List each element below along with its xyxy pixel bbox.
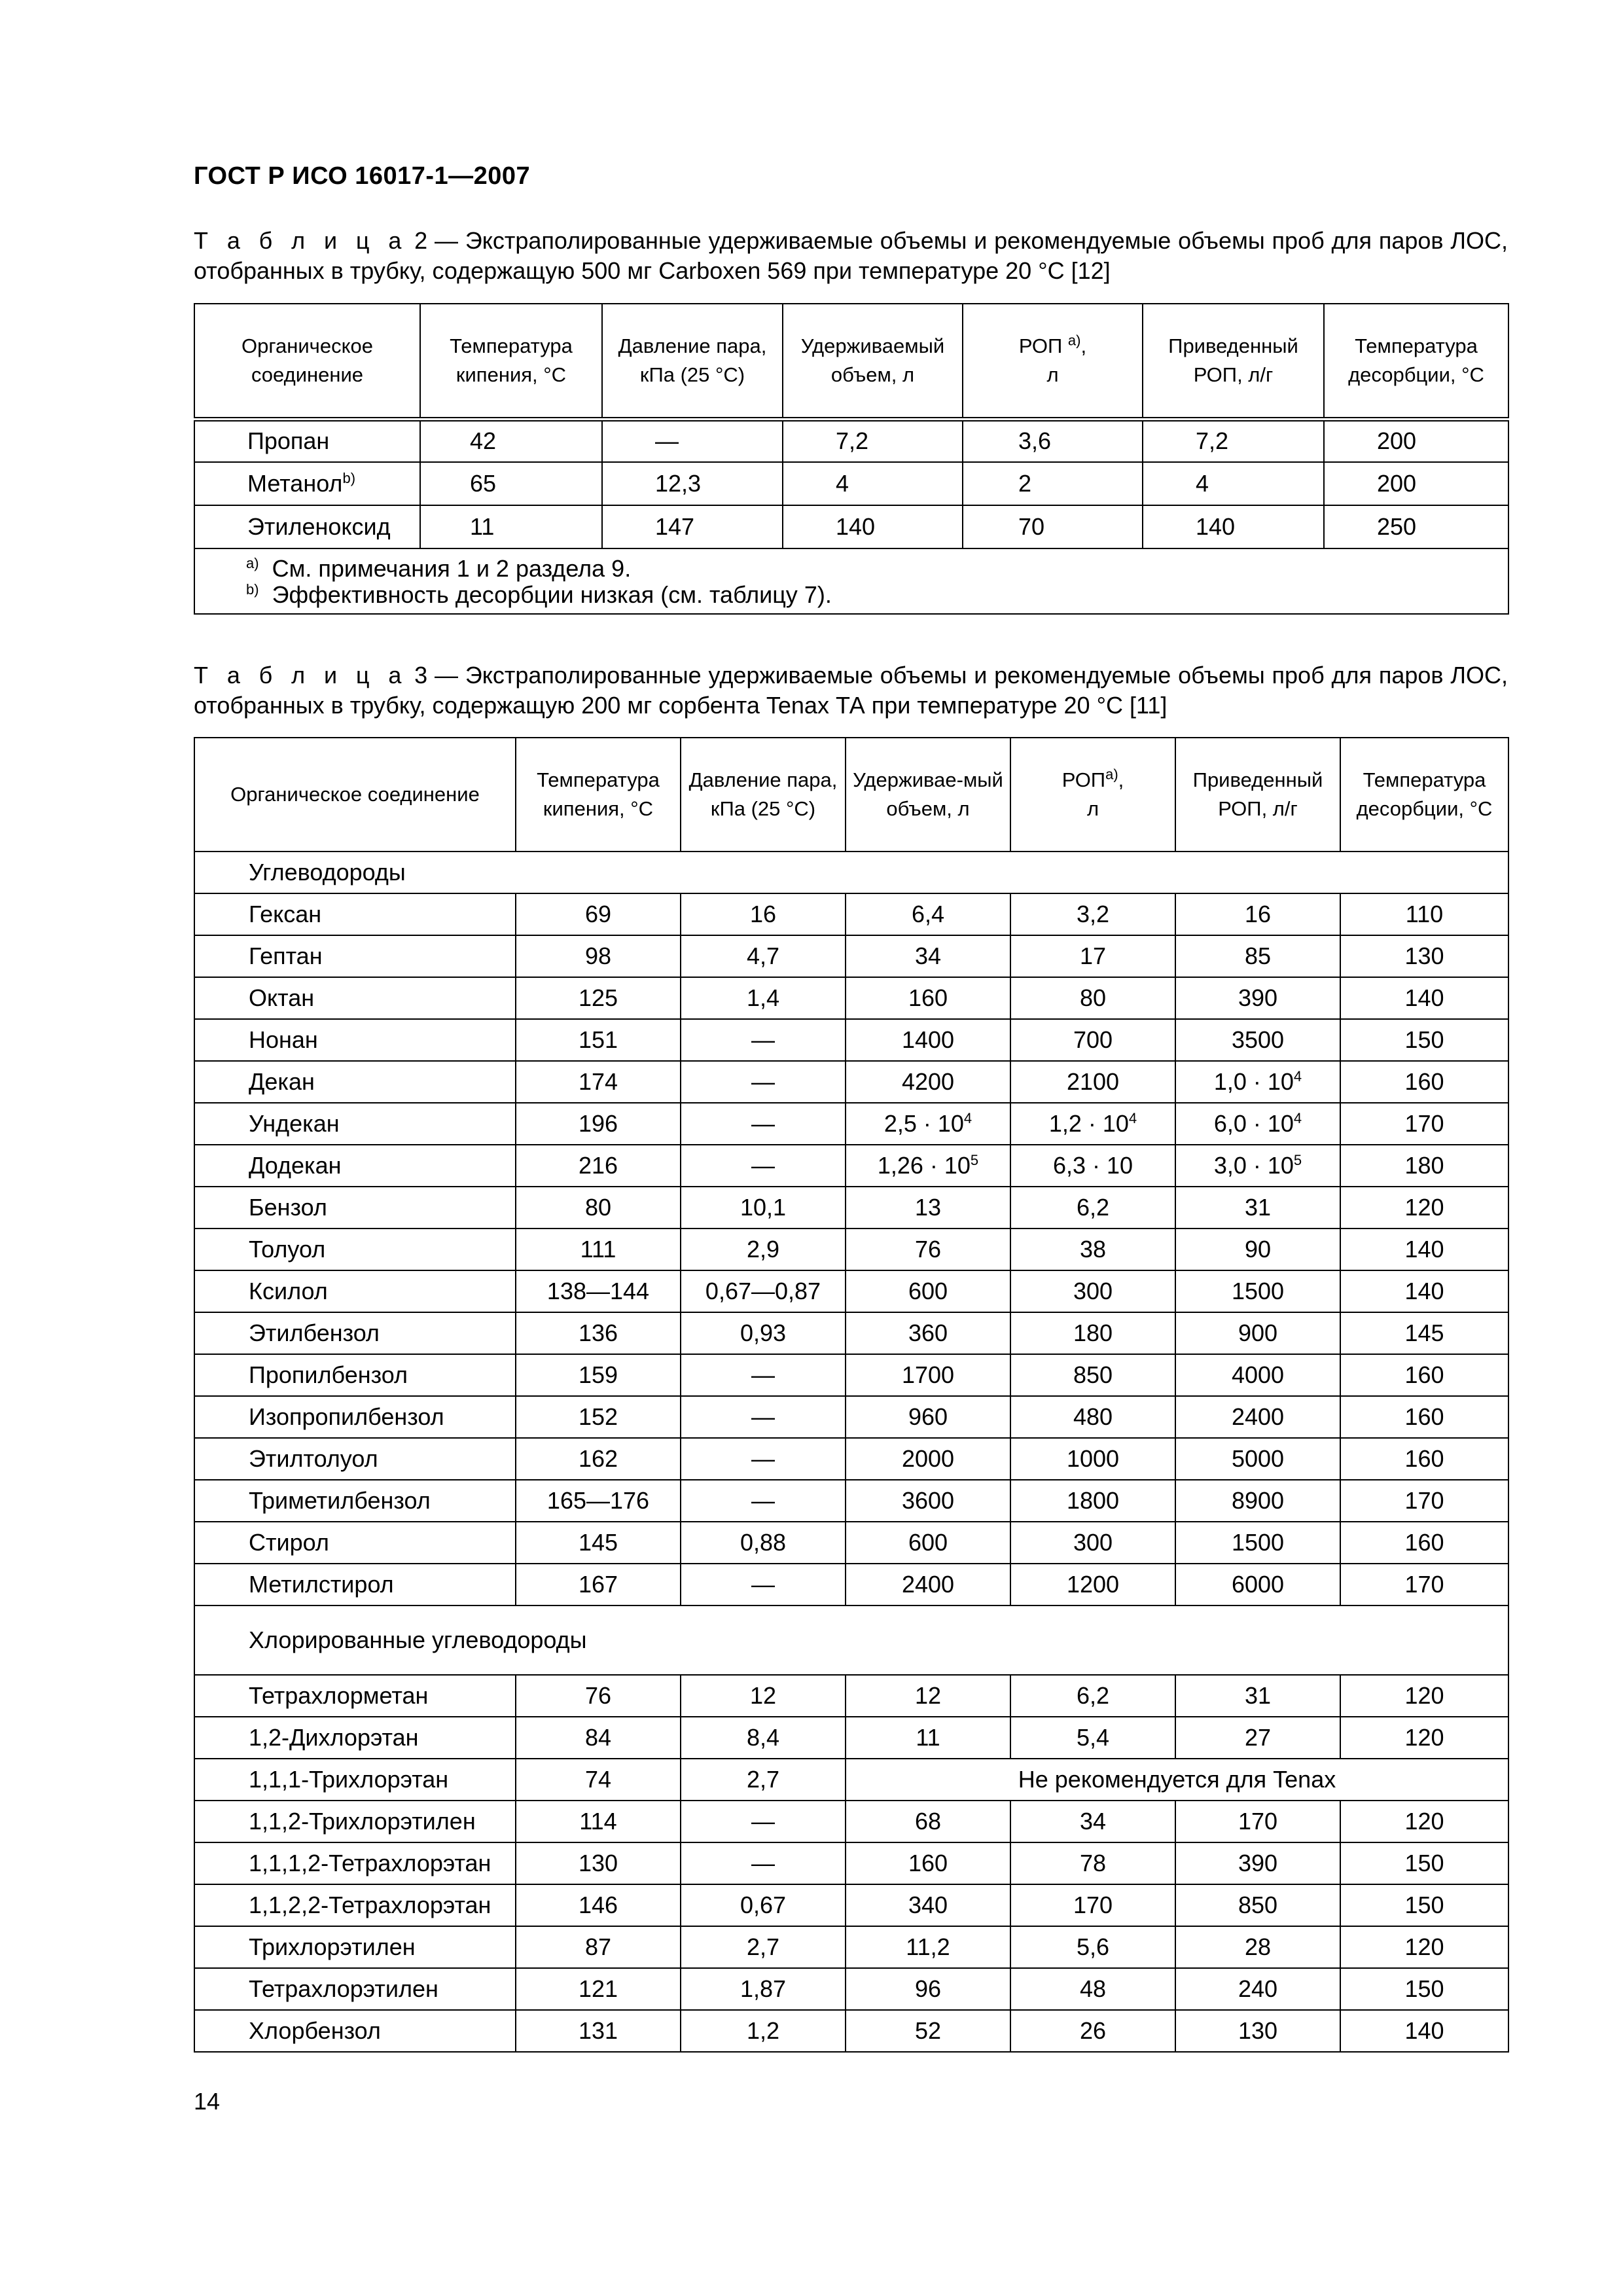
table3-rop-unit: л (1086, 797, 1099, 820)
cell (194, 462, 420, 505)
compound-name-cell: Этилбензол (194, 1312, 516, 1354)
cell: 98 (516, 935, 681, 977)
cell: 360 (846, 1312, 1010, 1354)
cell: — (681, 1842, 846, 1884)
cell: 110 (1340, 893, 1508, 935)
group-row-chlorinated (194, 1605, 1508, 1675)
cell (1175, 1145, 1340, 1187)
cell: 850 (1010, 1354, 1175, 1396)
compound-name-cell: Ундекан (194, 1103, 516, 1145)
mantissa: 2,5 · 10 (883, 1110, 964, 1137)
cell: — (681, 1480, 846, 1522)
footnote-b-text: Эффективность десорбции низкая (см. таблицу 7). (272, 581, 832, 608)
cell: Этиленоксид (194, 505, 420, 548)
cell: — (681, 1019, 846, 1061)
table-row (194, 1396, 1508, 1438)
mantissa: 1,26 · 10 (877, 1152, 971, 1179)
table3-header-compound: Органическое соединение (194, 738, 516, 852)
compound-name-cell: Тетрахлорэтилен (194, 1968, 516, 2010)
cell: 10,1 (681, 1187, 846, 1229)
cell: 3,6 (963, 419, 1143, 462)
cell: 850 (1175, 1884, 1340, 1926)
cell: 4 (783, 462, 963, 505)
table2-header-desorption: Температура десорбции, °С (1324, 304, 1508, 419)
table-row (194, 935, 1508, 977)
cell: 167 (516, 1564, 681, 1605)
cell: 120 (1340, 1675, 1508, 1717)
table-row (194, 893, 1508, 935)
cell (1010, 1103, 1175, 1145)
table-row (194, 2010, 1508, 2052)
table-row (194, 1522, 1508, 1564)
cell: 6,4 (846, 893, 1010, 935)
cell: 150 (1340, 1019, 1508, 1061)
cell: 76 (516, 1675, 681, 1717)
exponent: 5 (970, 1152, 979, 1168)
cell: 120 (1340, 1187, 1508, 1229)
table3-caption-label: Т а б л и ц а (194, 662, 408, 689)
compound-name-cell: Тетрахлорметан (194, 1675, 516, 1717)
cell: 162 (516, 1438, 681, 1480)
cell: 600 (846, 1522, 1010, 1564)
mantissa: 1,0 · 10 (1213, 1068, 1294, 1095)
cell: 196 (516, 1103, 681, 1145)
cell: 216 (516, 1145, 681, 1187)
table-row (194, 1354, 1508, 1396)
cell: Не рекомендуется для Tenax (846, 1759, 1508, 1801)
cell: 80 (516, 1187, 681, 1229)
table3-header-desorption: Температура десорбции, °С (1340, 738, 1508, 852)
cell: 76 (846, 1229, 1010, 1270)
table-row (194, 1229, 1508, 1270)
footnote-a (246, 556, 1508, 582)
mantissa: 1,2 · 10 (1048, 1110, 1129, 1137)
cell: — (681, 1145, 846, 1187)
cell: 150 (1340, 1884, 1508, 1926)
cell: 34 (846, 935, 1010, 977)
table2-header-pressure: Давление пара, кПа (25 °С) (602, 304, 783, 419)
cell: 96 (846, 1968, 1010, 2010)
cell: 4000 (1175, 1354, 1340, 1396)
cell: 4200 (846, 1061, 1010, 1103)
table2-caption-text: 2 — Экстраполированные удерживаемые объемы и рекомендуемые объемы проб для паров ЛОС, отобранных в трубку, содержащую 500 мг Carboxen 569 при температуре 20 °С [12] (194, 227, 1508, 284)
table3-caption (194, 660, 1508, 721)
cell: 700 (1010, 1019, 1175, 1061)
exponent: 4 (1293, 1068, 1302, 1085)
table-row (194, 1480, 1508, 1522)
cell: 180 (1340, 1145, 1508, 1187)
compound-name-cell: Бензол (194, 1187, 516, 1229)
cell: 87 (516, 1926, 681, 1968)
cell: 160 (1340, 1396, 1508, 1438)
cell: 152 (516, 1396, 681, 1438)
cell: 160 (1340, 1061, 1508, 1103)
cell: 151 (516, 1019, 681, 1061)
cell: 8,4 (681, 1717, 846, 1759)
table2-header-compound: Органическое соединение (194, 304, 420, 419)
table-2 (194, 303, 1509, 615)
compound-name-cell: Стирол (194, 1522, 516, 1564)
table3-header-rop-reduced: Приведенный РОП, л/г (1175, 738, 1340, 852)
cell: 6,3 · 10 (1010, 1145, 1175, 1187)
footnote-a-text: См. примечания 1 и 2 раздела 9. (272, 555, 632, 582)
cell: 42 (420, 419, 602, 462)
cell: 140 (1340, 2010, 1508, 2052)
cell: — (681, 1396, 846, 1438)
cell: 1500 (1175, 1270, 1340, 1312)
cell: 390 (1175, 1842, 1340, 1884)
cell: 8900 (1175, 1480, 1340, 1522)
group-row-hydrocarbons (194, 852, 1508, 893)
cell: 146 (516, 1884, 681, 1926)
cell: 12 (846, 1675, 1010, 1717)
cell: 300 (1010, 1270, 1175, 1312)
table-row (194, 1717, 1508, 1759)
table-row (194, 1801, 1508, 1842)
cell: 2400 (846, 1564, 1010, 1605)
compound-name-cell: Декан (194, 1061, 516, 1103)
cell: 340 (846, 1884, 1010, 1926)
cell: 160 (1340, 1522, 1508, 1564)
table-row (194, 1019, 1508, 1061)
cell: 1400 (846, 1019, 1010, 1061)
cell: 240 (1175, 1968, 1340, 2010)
compound-name-cell: Изопропилбензол (194, 1396, 516, 1438)
cell (846, 1145, 1010, 1187)
cell: 3600 (846, 1480, 1010, 1522)
table-3 (194, 737, 1509, 2053)
cell: 145 (516, 1522, 681, 1564)
cell: 160 (846, 1842, 1010, 1884)
table3-rop-tail: , (1118, 768, 1124, 791)
cell: 13 (846, 1187, 1010, 1229)
cell (1175, 1103, 1340, 1145)
cell: — (681, 1061, 846, 1103)
cell: 120 (1340, 1717, 1508, 1759)
cell: — (681, 1103, 846, 1145)
cell: 52 (846, 2010, 1010, 2052)
cell: 65 (420, 462, 602, 505)
cell: 3,2 (1010, 893, 1175, 935)
cell: 11 (846, 1717, 1010, 1759)
cell: 5,6 (1010, 1926, 1175, 1968)
cell: 69 (516, 893, 681, 935)
cell: 140 (1340, 977, 1508, 1019)
cell: 300 (1010, 1522, 1175, 1564)
exponent: 4 (1293, 1110, 1302, 1126)
compound-name-cell: Октан (194, 977, 516, 1019)
cell: 11,2 (846, 1926, 1010, 1968)
table-row (194, 1312, 1508, 1354)
cell: 174 (516, 1061, 681, 1103)
cell: 121 (516, 1968, 681, 2010)
cell: 11 (420, 505, 602, 548)
cell: 600 (846, 1270, 1010, 1312)
cell: 2 (963, 462, 1143, 505)
table-row (194, 1061, 1508, 1103)
cell: 130 (1175, 2010, 1340, 2052)
cell: 136 (516, 1312, 681, 1354)
cell: 0,93 (681, 1312, 846, 1354)
table-row (194, 1675, 1508, 1717)
cell: 140 (1340, 1229, 1508, 1270)
table-row (194, 505, 1508, 548)
cell: 2000 (846, 1438, 1010, 1480)
cell: 7,2 (783, 419, 963, 462)
cell: 74 (516, 1759, 681, 1801)
cell: 5000 (1175, 1438, 1340, 1480)
cell: 170 (1340, 1480, 1508, 1522)
cell: 114 (516, 1801, 681, 1842)
cell (1175, 1061, 1340, 1103)
table2-rop-sup: a) (1067, 332, 1081, 349)
cell: 0,67—0,87 (681, 1270, 846, 1312)
cell: 28 (1175, 1926, 1340, 1968)
cell: 170 (1340, 1564, 1508, 1605)
cell: 1000 (1010, 1438, 1175, 1480)
compound-name-cell: Хлорбензол (194, 2010, 516, 2052)
cell: 48 (1010, 1968, 1175, 2010)
cell-text: Метанол (247, 470, 343, 497)
cell: Пропан (194, 419, 420, 462)
table2-caption (194, 226, 1508, 286)
cell: 12,3 (602, 462, 783, 505)
cell: 2,7 (681, 1759, 846, 1801)
cell: 150 (1340, 1968, 1508, 2010)
cell: 1200 (1010, 1564, 1175, 1605)
cell: 170 (1340, 1103, 1508, 1145)
table-row (194, 977, 1508, 1019)
cell: 27 (1175, 1717, 1340, 1759)
compound-name-cell: Триметилбензол (194, 1480, 516, 1522)
table-row (194, 1968, 1508, 2010)
cell: — (681, 1438, 846, 1480)
cell: — (681, 1354, 846, 1396)
cell: 70 (963, 505, 1143, 548)
table2-notes-cell (194, 548, 1508, 614)
cell: 12 (681, 1675, 846, 1717)
cell: 38 (1010, 1229, 1175, 1270)
compound-name-cell: Метилстирол (194, 1564, 516, 1605)
table2-rop-tail: , (1080, 334, 1087, 357)
exponent: 4 (963, 1110, 972, 1126)
cell: — (681, 1564, 846, 1605)
table-row (194, 1564, 1508, 1605)
footnote-a-mark: a) (246, 555, 259, 571)
cell: 34 (1010, 1801, 1175, 1842)
table2-header-rop (963, 304, 1143, 419)
cell: 150 (1340, 1842, 1508, 1884)
cell: 2400 (1175, 1396, 1340, 1438)
footnote-b (246, 582, 1508, 608)
cell: 0,88 (681, 1522, 846, 1564)
table2-rop-label: РОП (1018, 334, 1063, 357)
cell: 80 (1010, 977, 1175, 1019)
cell: 180 (1010, 1312, 1175, 1354)
cell: 131 (516, 2010, 681, 2052)
compound-name-cell: Толуол (194, 1229, 516, 1270)
compound-name-cell: Трихлорэтилен (194, 1926, 516, 1968)
cell: 165—176 (516, 1480, 681, 1522)
cell: — (681, 1801, 846, 1842)
table-row (194, 1103, 1508, 1145)
page-number: 14 (194, 2088, 221, 2115)
cell: 140 (1143, 505, 1324, 548)
table-row (194, 1926, 1508, 1968)
table2-notes (194, 548, 1508, 614)
cell: 170 (1175, 1801, 1340, 1842)
cell: 138—144 (516, 1270, 681, 1312)
compound-name-cell: 1,1,2,2-Тетрахлорэтан (194, 1884, 516, 1926)
table2-caption-label: Т а б л и ц а (194, 227, 408, 254)
table-row (194, 1438, 1508, 1480)
cell: 84 (516, 1717, 681, 1759)
table-row (194, 419, 1508, 462)
table3-caption-text: 3 — Экстраполированные удерживаемые объемы и рекомендуемые объемы проб для паров ЛОС, отобранных в трубку, содержащую 200 мг сорбента Tenax ТА при температуре 20 °С [11] (194, 662, 1508, 719)
mantissa: 3,0 · 10 (1213, 1152, 1294, 1179)
table2-header-boiling: Температура кипения, °С (420, 304, 602, 419)
group-label: Углеводороды (194, 852, 1508, 893)
table-row (194, 1145, 1508, 1187)
cell: 68 (846, 1801, 1010, 1842)
document-header: ГОСТ Р ИСО 16017-1—2007 (194, 162, 531, 190)
cell: 480 (1010, 1396, 1175, 1438)
cell: 140 (1340, 1270, 1508, 1312)
cell: 16 (1175, 893, 1340, 935)
cell: 170 (1010, 1884, 1175, 1926)
compound-name-cell: 1,1,2-Трихлорэтилен (194, 1801, 516, 1842)
table-row (194, 1759, 1508, 1801)
cell: 2,7 (681, 1926, 846, 1968)
table3-header-pressure: Давление пара, кПа (25 °С) (681, 738, 846, 852)
compound-name-cell: 1,1,1,2-Тетрахлорэтан (194, 1842, 516, 1884)
cell: 960 (846, 1396, 1010, 1438)
cell: 145 (1340, 1312, 1508, 1354)
cell: 160 (846, 977, 1010, 1019)
cell: 2,9 (681, 1229, 846, 1270)
cell (846, 1103, 1010, 1145)
cell: 6,2 (1010, 1675, 1175, 1717)
cell: 85 (1175, 935, 1340, 977)
cell: 5,4 (1010, 1717, 1175, 1759)
cell: 4,7 (681, 935, 846, 977)
cell: 1500 (1175, 1522, 1340, 1564)
cell: 160 (1340, 1438, 1508, 1480)
exponent: 4 (1128, 1110, 1137, 1126)
cell: 250 (1324, 505, 1508, 548)
exponent: 5 (1293, 1152, 1302, 1168)
cell: 120 (1340, 1801, 1508, 1842)
cell: 1700 (846, 1354, 1010, 1396)
compound-name-cell: Гептан (194, 935, 516, 977)
cell: 1,2 (681, 2010, 846, 2052)
mantissa: 6,0 · 10 (1213, 1110, 1294, 1137)
cell: 130 (1340, 935, 1508, 977)
cell: 26 (1010, 2010, 1175, 2052)
cell: 31 (1175, 1187, 1340, 1229)
cell: 147 (602, 505, 783, 548)
table3-header-rop (1010, 738, 1175, 852)
table3-header-row (194, 738, 1508, 852)
table-row (194, 1270, 1508, 1312)
cell: 17 (1010, 935, 1175, 977)
table-row (194, 1842, 1508, 1884)
cell: 6000 (1175, 1564, 1340, 1605)
compound-name-cell: Пропилбензол (194, 1354, 516, 1396)
cell: 390 (1175, 977, 1340, 1019)
table2-rop-unit: л (1046, 363, 1059, 386)
table3-rop-label: РОП (1061, 768, 1106, 791)
cell: — (602, 419, 783, 462)
table-row (194, 1187, 1508, 1229)
cell: 200 (1324, 462, 1508, 505)
cell: 0,67 (681, 1884, 846, 1926)
cell: 4 (1143, 462, 1324, 505)
cell: 31 (1175, 1675, 1340, 1717)
compound-name-cell: Додекан (194, 1145, 516, 1187)
cell: 1,87 (681, 1968, 846, 2010)
cell: 125 (516, 977, 681, 1019)
cell: 78 (1010, 1842, 1175, 1884)
cell: 6,2 (1010, 1187, 1175, 1229)
table2-header-rop-reduced: Приведенный РОП, л/г (1143, 304, 1324, 419)
cell: 130 (516, 1842, 681, 1884)
compound-name-cell: Ксилол (194, 1270, 516, 1312)
group-label: Хлорированные углеводороды (194, 1605, 1508, 1675)
table3-rop-sup: a) (1105, 766, 1118, 783)
cell: 160 (1340, 1354, 1508, 1396)
metanol-sup: b) (342, 470, 356, 486)
table2-header-retention: Удерживаемый объем, л (783, 304, 963, 419)
table3-header-boiling: Температура кипения, °С (516, 738, 681, 852)
cell: 111 (516, 1229, 681, 1270)
cell: 200 (1324, 419, 1508, 462)
cell: 140 (783, 505, 963, 548)
cell: 7,2 (1143, 419, 1324, 462)
compound-name-cell: Нонан (194, 1019, 516, 1061)
compound-name-cell: 1,2-Дихлорэтан (194, 1717, 516, 1759)
table3-header-retention: Удерживае-мый объем, л (846, 738, 1010, 852)
compound-name-cell: Этилтолуол (194, 1438, 516, 1480)
cell: 120 (1340, 1926, 1508, 1968)
cell: 16 (681, 893, 846, 935)
table2-header-row (194, 304, 1508, 419)
compound-name-cell: 1,1,1-Трихлорэтан (194, 1759, 516, 1801)
cell: 1800 (1010, 1480, 1175, 1522)
cell: 2100 (1010, 1061, 1175, 1103)
cell: 159 (516, 1354, 681, 1396)
table-row (194, 1884, 1508, 1926)
cell: 1,4 (681, 977, 846, 1019)
footnote-b-mark: b) (246, 581, 259, 598)
table-row (194, 462, 1508, 505)
cell: 3500 (1175, 1019, 1340, 1061)
compound-name-cell: Гексан (194, 893, 516, 935)
cell: 90 (1175, 1229, 1340, 1270)
cell: 900 (1175, 1312, 1340, 1354)
